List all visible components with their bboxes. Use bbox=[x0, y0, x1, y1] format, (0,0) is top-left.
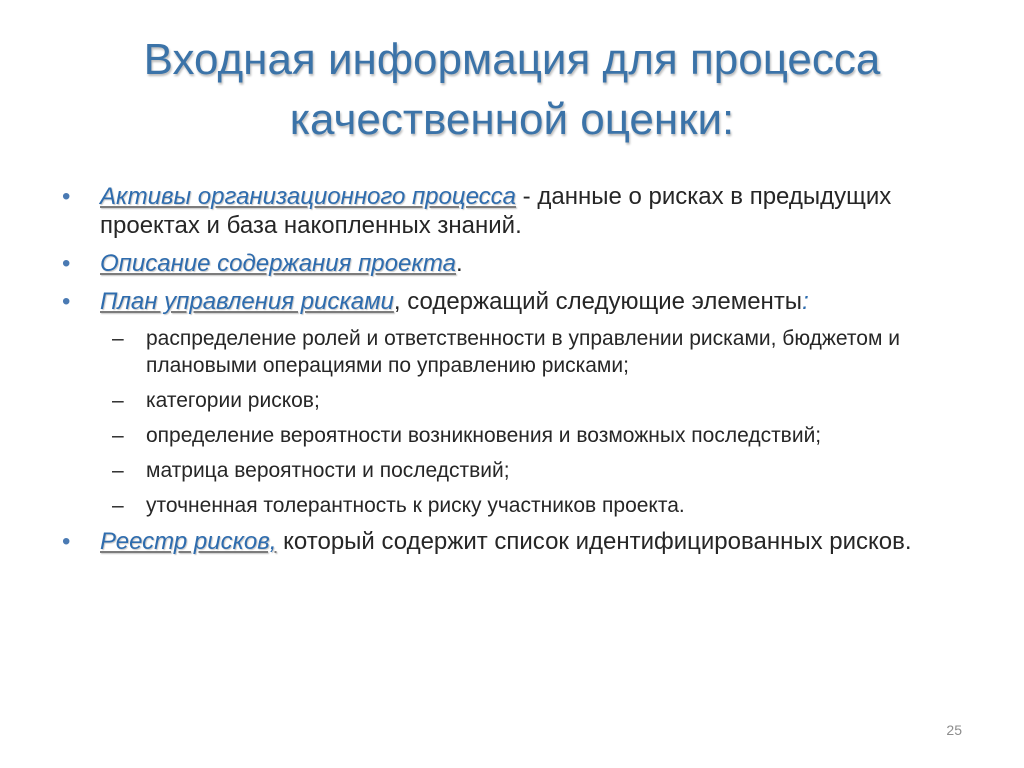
bullet-text: который содержит список идентифицированных рисков. bbox=[276, 528, 912, 555]
bullet-item-scope bbox=[60, 249, 980, 278]
sub-list bbox=[60, 325, 980, 519]
dash-icon: – bbox=[112, 459, 124, 482]
slide-title bbox=[60, 30, 964, 150]
bullet-dot-icon: • bbox=[62, 183, 71, 210]
bullet-text: , содержащий следующие элементы bbox=[393, 288, 803, 315]
bullet-dot-icon: • bbox=[62, 250, 71, 277]
sub-item bbox=[60, 325, 980, 379]
bullet-text: . bbox=[456, 250, 463, 277]
bullet-list bbox=[60, 182, 980, 565]
sub-item-text: категории рисков; bbox=[146, 389, 320, 412]
sub-item bbox=[60, 457, 980, 484]
title-line-1: Входная информация для процесса bbox=[143, 35, 881, 84]
bullet-term: План управления рисками bbox=[100, 288, 394, 315]
bullet-term: Активы организационного процесса bbox=[100, 183, 517, 210]
sub-item-text: распределение ролей и ответственности в управлении рисками, бюджетом и плановыми операциями по управлению рисками; bbox=[146, 327, 900, 377]
sub-item bbox=[60, 492, 980, 519]
page-number: 25 bbox=[946, 722, 962, 738]
bullet-item-risk-plan bbox=[60, 287, 980, 316]
bullet-item-risk-register bbox=[60, 527, 980, 556]
bullet-colon: : bbox=[802, 288, 809, 315]
bullet-dot-icon: • bbox=[62, 288, 71, 315]
bullet-term: Описание содержания проекта bbox=[100, 250, 457, 277]
title-line-2: качественной оценки: bbox=[289, 95, 735, 144]
dash-icon: – bbox=[112, 389, 124, 412]
dash-icon: – bbox=[112, 327, 124, 350]
bullet-item-assets bbox=[60, 182, 980, 240]
bullet-text: - данные о рисках в предыдущих проектах и база накопленных знаний. bbox=[100, 183, 892, 239]
sub-item-text: уточненная толерантность к риску участников проекта. bbox=[146, 494, 685, 517]
sub-item bbox=[60, 387, 980, 414]
dash-icon: – bbox=[112, 494, 124, 517]
bullet-term: Реестр рисков, bbox=[100, 528, 277, 555]
sub-item-text: определение вероятности возникновения и возможных последствий; bbox=[146, 424, 822, 447]
sub-item bbox=[60, 422, 980, 449]
dash-icon: – bbox=[112, 424, 124, 447]
sub-item-text: матрица вероятности и последствий; bbox=[146, 459, 510, 482]
bullet-dot-icon: • bbox=[62, 528, 71, 555]
